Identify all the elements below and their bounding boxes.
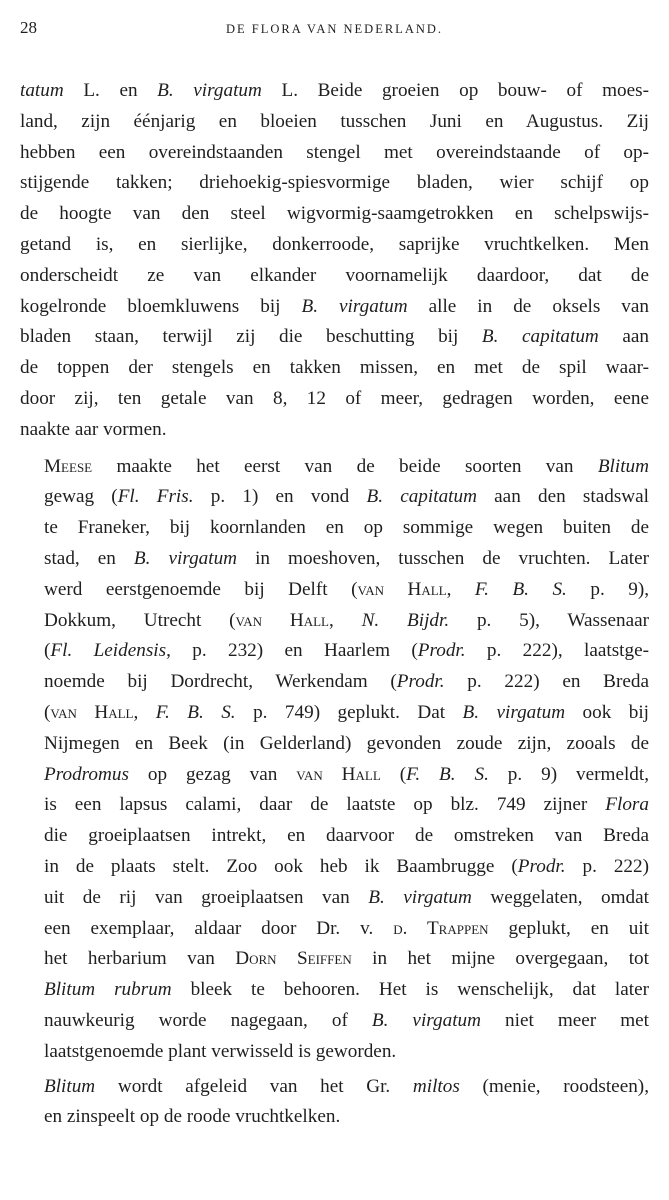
text-line [20,544,649,575]
text-line [20,575,649,606]
text-line [20,322,649,353]
italic-text: Prodr. [396,671,445,693]
text-line [20,667,649,698]
text-run: de toppen der stengels en takken missen, en met de spil waar- [20,357,649,379]
italic-text: miltos [412,1075,460,1097]
body-text [20,76,649,1133]
text-run: ( [44,701,51,723]
text-line [20,914,649,945]
text-line [20,513,649,544]
text-run: en zinspeelt op de roode vruchtkelken. [44,1106,341,1128]
text-run: het herbarium van [44,948,236,970]
text-run: gewag ( [44,486,118,508]
text-run: p. 5), Wassenaar [449,609,649,631]
text-line [20,199,649,230]
small-caps-name: Meese [44,455,93,477]
text-line [20,1037,649,1068]
text-line [20,729,649,760]
paragraph [20,76,649,446]
text-run: ook bij [565,701,650,723]
text-run: aan [598,326,649,348]
text-run: naakte aar vormen. [20,418,167,440]
small-caps-name: van Hall [357,578,447,600]
text-run: onderscheidt ze van elkander voornamelijk daardoor, dat de [20,264,649,286]
italic-text: N. Bijdr. [361,609,450,631]
text-line [20,790,649,821]
text-run: , [133,701,156,723]
text-run: op gezag van [128,763,297,785]
text-line [20,852,649,883]
italic-text: Fl. Fris. [117,486,194,508]
text-run: , p. 232) en Haarlem ( [166,640,418,662]
text-run: is een lapsus calami, daar de laatste op blz. 749 zijner [44,794,606,816]
text-run: in het mijne overgegaan, tot [351,948,649,970]
text-run: hebben een overeindstaanden stengel met overeindstaande of op- [20,141,649,163]
text-run: niet meer met [481,1009,649,1031]
italic-text: tatum [20,80,64,101]
text-run: p. 222) en Breda [444,671,649,693]
italic-text: F. B. S. [406,763,489,785]
paragraph [20,452,649,1068]
text-run: L. en [63,80,158,101]
text-line [20,415,649,446]
text-run: bleek te behooren. Het is wenschelijk, dat later [171,979,649,1001]
text-line [20,1006,649,1037]
running-title: DE FLORA VAN NEDERLAND. [225,22,444,36]
text-run: weggelaten, omdat [471,886,649,908]
text-run: alle in de oksels van [407,295,650,317]
page-number: 28 [20,18,37,37]
italic-text: Prodr. [417,640,466,662]
text-run: , [446,578,475,600]
italic-text: Flora [605,794,649,816]
text-run: stad, en [44,547,134,569]
text-run: in moeshoven, tusschen de vruchten. Later [237,547,649,569]
text-run: , [328,609,362,631]
italic-text: Blitum [597,455,649,477]
text-run: p. 222), laatstge- [465,640,649,662]
text-run: geplukt, en uit [488,917,649,939]
text-run: kogelronde bloemkluwens bij [20,295,302,317]
text-run: aan den stadswal [476,486,650,508]
text-line [20,230,649,261]
text-line [20,168,649,199]
text-run: bladen staan, terwijl zij die beschutting bij [20,326,482,348]
text-run: ( [380,763,407,785]
text-line [20,606,649,637]
text-run: de hoogte van den steel wigvormig-saamgetrokken en schelpswijs- [20,203,649,225]
text-line [20,1072,649,1103]
small-caps-name: van Hall [50,701,134,723]
italic-text: B. virgatum [368,886,472,908]
italic-text: F. B. S. [474,578,567,600]
text-run: Nijmegen en Beek (in Gelderland) gevonden zoude zijn, zooals de [44,732,649,754]
text-line [20,482,649,513]
page-header [20,14,649,38]
text-run: Dokkum, Utrecht ( [44,609,236,631]
text-run: stijgende takken; driehoekig-spiesvormige bladen, wier schijf op [20,172,649,194]
text-line [20,292,649,323]
text-line [20,821,649,852]
text-run: p. 1) en vond [193,486,367,508]
italic-text: B. capitatum [481,326,599,348]
text-line [20,1102,649,1133]
text-line [20,107,649,138]
italic-text: Blitum [44,1075,96,1097]
italic-text: B. virgatum [133,547,238,569]
text-run: L. Beide groeien op bouw- of moes- [261,80,649,101]
text-run: te Franeker, bij koornlanden en op sommige wegen buiten de [44,517,649,539]
text-run: wordt afgeleid van het Gr. [95,1075,413,1097]
italic-text: B. capitatum [366,486,477,508]
text-run: in de plaats stelt. Zoo ook heb ik Baambrugge ( [44,855,518,877]
small-caps-name: Dorn Seiffen [235,948,352,970]
italic-text: B. virgatum [462,701,566,723]
text-line [20,261,649,292]
small-caps-name: van Hall [296,763,381,785]
italic-text: Prodr. [517,855,566,877]
text-run: maakte het eerst van de beide soorten van [92,455,598,477]
text-line [20,975,649,1006]
italic-text: B. virgatum [301,295,408,317]
text-run: laatstgenoemde plant verwisseld is geworden. [44,1040,397,1062]
text-line [20,636,649,667]
small-caps-name: van Hall [235,609,329,631]
text-run: getand is, en sierlijke, donkerroode, saprijke vruchtkelken. Men [20,233,649,255]
text-line [20,452,649,483]
italic-text: Prodromus [44,763,129,785]
text-run: nauwkeurig worde nagegaan, of [44,1009,372,1031]
text-run: p. 222) [565,855,649,877]
text-line [20,353,649,384]
text-run: door zij, ten getale van 8, 12 of meer, gedragen worden, eene [20,387,649,409]
text-run: p. 749) geplukt. Dat [235,701,463,723]
text-run: p. 9), [566,578,650,600]
text-line [20,760,649,791]
text-run: ( [44,640,51,662]
text-line [20,384,649,415]
text-line [20,698,649,729]
small-caps-name: d. Trappen [393,917,489,939]
italic-text: B. virgatum [371,1009,481,1031]
text-run: een exemplaar, aldaar door Dr. v. [44,917,394,939]
text-run: werd eerstgenoemde bij Delft ( [44,578,358,600]
italic-text: F. B. S. [155,701,236,723]
text-run: (menie, roodsteen), [459,1075,649,1097]
text-line [20,138,649,169]
paragraph [20,1072,649,1134]
italic-text: Fl. Leidensis [50,640,167,662]
text-run: p. 9) vermeldt, [488,763,650,785]
text-line [20,883,649,914]
italic-text: Blitum rubrum [44,979,172,1001]
text-line [20,944,649,975]
text-run: noemde bij Dordrecht, Werkendam ( [44,671,397,693]
text-run: die groeiplaatsen intrekt, en daarvoor de omstreken van Breda [44,825,649,847]
text-run: uit de rij van groeiplaatsen van [44,886,369,908]
text-run: land, zijn éénjarig en bloeien tusschen Juni en Augustus. Zij [20,110,649,132]
text-line [20,76,649,107]
italic-text: B. virgatum [157,80,262,101]
